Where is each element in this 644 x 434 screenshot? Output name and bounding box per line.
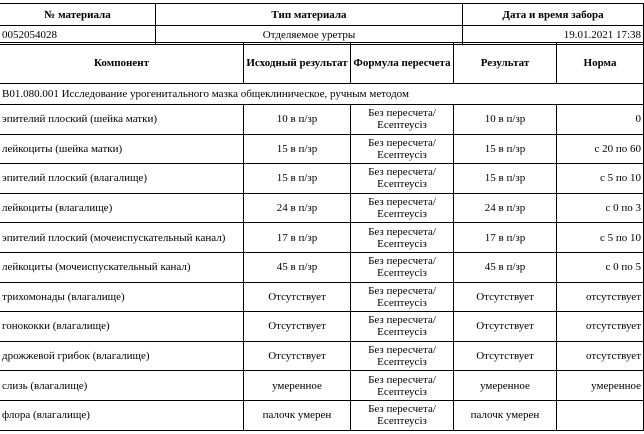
norm-cell: с 0 по 3	[557, 193, 644, 223]
component-cell: флора (влагалище)	[0, 400, 244, 430]
table-row	[0, 371, 644, 401]
source-result-cell: 17 в п/зр	[244, 223, 351, 253]
table-row	[0, 400, 644, 430]
sample-info-table	[0, 3, 644, 45]
sample-info-header-row	[0, 4, 644, 26]
formula-cell: Без пересчета/ Есептеусіз	[351, 312, 454, 342]
source-result-cell: умеренное	[244, 371, 351, 401]
table-row	[0, 252, 644, 282]
source-result-cell: Отсутствует	[244, 282, 351, 312]
result-cell: палочк умерен	[454, 400, 557, 430]
component-cell: эпителий плоский (влагалище)	[0, 164, 244, 194]
source-result-cell: Отсутствует	[244, 312, 351, 342]
result-cell: умеренное	[454, 371, 557, 401]
collection-datetime-header: Дата и время забора	[463, 4, 644, 26]
material-number-value: 0052054028	[0, 26, 156, 45]
table-row	[0, 164, 644, 194]
table-row	[0, 312, 644, 342]
norm-cell: с 20 по 60	[557, 134, 644, 164]
result-cell: Отсутствует	[454, 312, 557, 342]
source-result-cell: 15 в п/зр	[244, 134, 351, 164]
source-result-cell: 15 в п/зр	[244, 164, 351, 194]
norm-cell: 0	[557, 105, 644, 135]
formula-cell: Без пересчета/ Есептеусіз	[351, 282, 454, 312]
component-cell: лейкоциты (шейка матки)	[0, 134, 244, 164]
table-row	[0, 282, 644, 312]
table-row	[0, 223, 644, 253]
norm-cell: с 0 по 5	[557, 252, 644, 282]
norm-cell: отсутствует	[557, 341, 644, 371]
formula-cell: Без пересчета/ Есептеусіз	[351, 252, 454, 282]
result-cell: Отсутствует	[454, 282, 557, 312]
results-rows	[0, 105, 644, 431]
collection-datetime-value: 19.01.2021 17:38	[463, 26, 644, 45]
result-cell: 45 в п/зр	[454, 252, 557, 282]
formula-cell: Без пересчета/ Есептеусіз	[351, 105, 454, 135]
material-type-header: Тип материала	[156, 4, 463, 26]
source-result-cell: палочк умерен	[244, 400, 351, 430]
formula-cell: Без пересчета/ Есептеусіз	[351, 193, 454, 223]
result-cell: 24 в п/зр	[454, 193, 557, 223]
formula-header: Формула пересчета	[351, 43, 454, 84]
section-title: B01.080.001 Исследование урогенитального мазка общеклиническое, ручным методом	[0, 84, 644, 105]
table-row	[0, 105, 644, 135]
result-cell: 17 в п/зр	[454, 223, 557, 253]
norm-cell: отсутствует	[557, 282, 644, 312]
result-cell: Отсутствует	[454, 341, 557, 371]
result-header: Результат	[454, 43, 557, 84]
component-cell: лейкоциты (влагалище)	[0, 193, 244, 223]
table-row	[0, 193, 644, 223]
component-cell: слизь (влагалище)	[0, 371, 244, 401]
norm-header: Норма	[557, 43, 644, 84]
component-cell: эпителий плоский (шейка матки)	[0, 105, 244, 135]
formula-cell: Без пересчета/ Есептеусіз	[351, 134, 454, 164]
result-cell: 10 в п/зр	[454, 105, 557, 135]
component-header: Компонент	[0, 43, 244, 84]
source-result-cell: 10 в п/зр	[244, 105, 351, 135]
result-cell: 15 в п/зр	[454, 164, 557, 194]
component-cell: гонококки (влагалище)	[0, 312, 244, 342]
formula-cell: Без пересчета/ Есептеусіз	[351, 400, 454, 430]
formula-cell: Без пересчета/ Есептеусіз	[351, 223, 454, 253]
component-cell: трихомонады (влагалище)	[0, 282, 244, 312]
norm-cell: с 5 по 10	[557, 164, 644, 194]
component-cell: лейкоциты (мочеиспускательный канал)	[0, 252, 244, 282]
results-table	[0, 42, 644, 431]
formula-cell: Без пересчета/ Есептеусіз	[351, 164, 454, 194]
norm-cell: отсутствует	[557, 312, 644, 342]
table-row	[0, 134, 644, 164]
section-row	[0, 84, 644, 105]
formula-cell: Без пересчета/ Есептеусіз	[351, 371, 454, 401]
material-number-header: № материала	[0, 4, 156, 26]
component-cell: эпителий плоский (мочеиспускательный канал)	[0, 223, 244, 253]
norm-cell: умеренное	[557, 371, 644, 401]
source-result-header: Исходный результат	[244, 43, 351, 84]
formula-cell: Без пересчета/ Есептеусіз	[351, 341, 454, 371]
norm-cell: с 5 по 10	[557, 223, 644, 253]
material-type-value: Отделяемое уретры	[156, 26, 463, 45]
norm-cell	[557, 400, 644, 430]
table-row	[0, 341, 644, 371]
source-result-cell: Отсутствует	[244, 341, 351, 371]
result-cell: 15 в п/зр	[454, 134, 557, 164]
component-cell: дрожжевой грибок (влагалище)	[0, 341, 244, 371]
results-header-row	[0, 43, 644, 84]
source-result-cell: 24 в п/зр	[244, 193, 351, 223]
source-result-cell: 45 в п/зр	[244, 252, 351, 282]
